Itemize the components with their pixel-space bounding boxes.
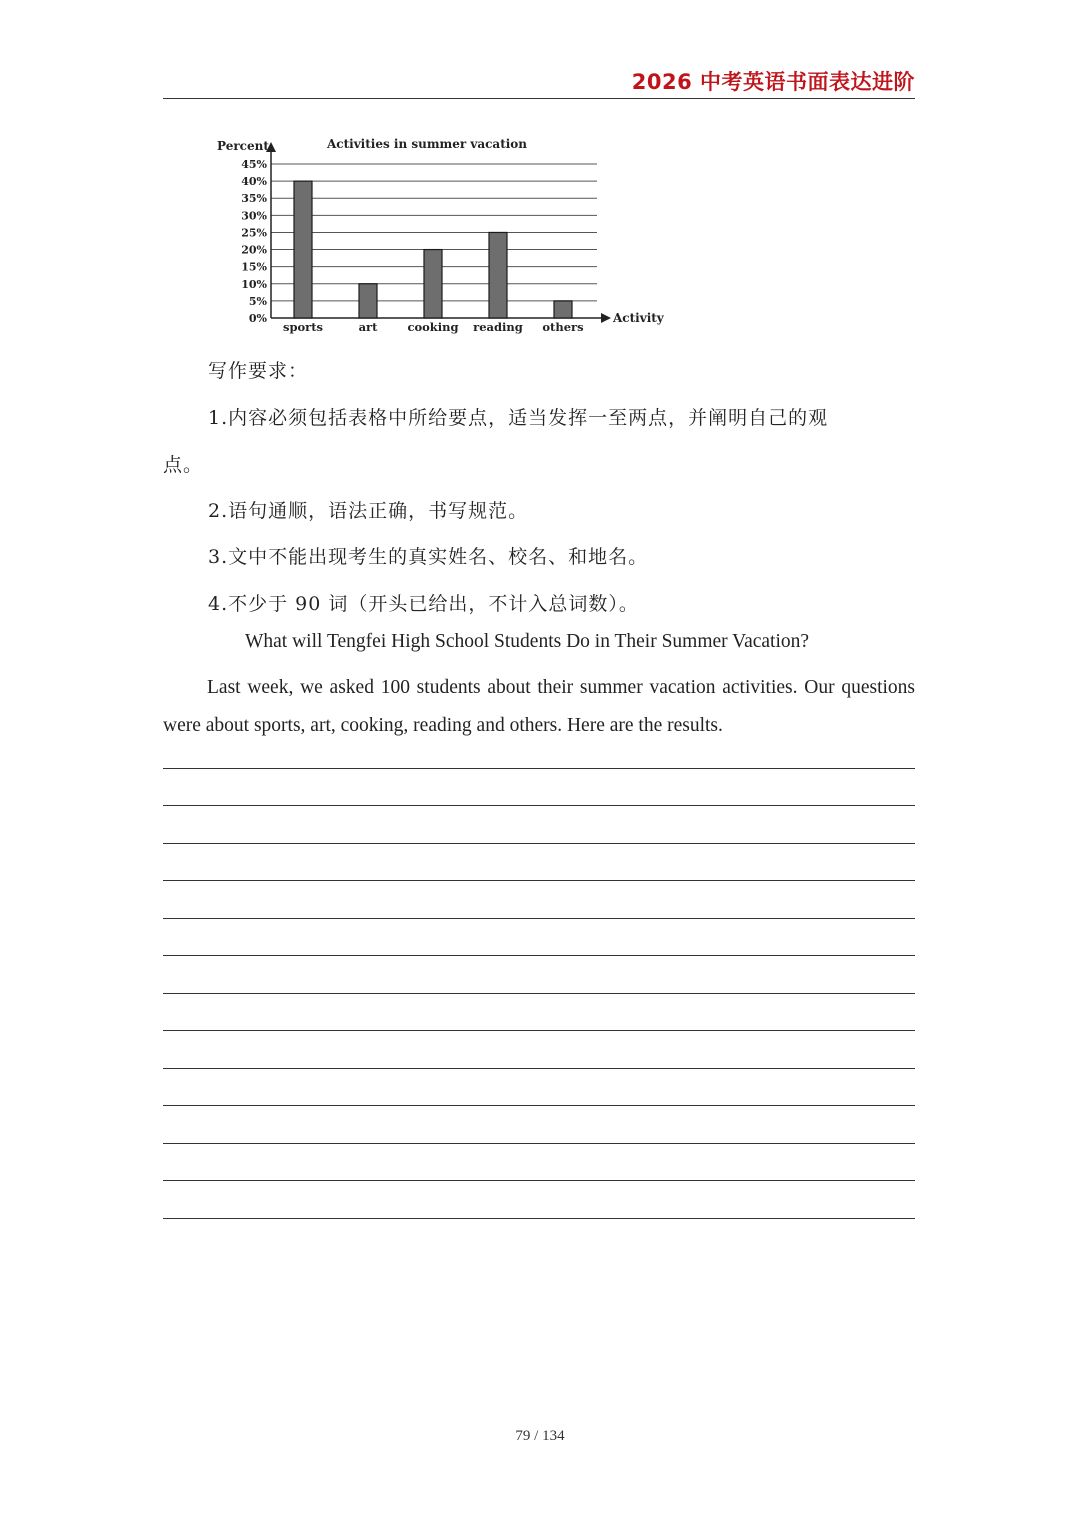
x-tick-label: others	[542, 320, 584, 334]
header-title: 2026 中考英语书面表达进阶	[631, 70, 915, 94]
y-tick-label: 40%	[241, 175, 267, 189]
x-tick-label: cooking	[407, 320, 459, 334]
y-tick-label: 20%	[241, 243, 267, 257]
writing-line[interactable]	[163, 1105, 915, 1106]
header-rule	[163, 98, 915, 99]
requirement-1-line-1: 1.内容必须包括表格中所给要点，适当发挥一至两点，并阐明自己的观	[208, 407, 829, 429]
writing-line[interactable]	[163, 880, 915, 881]
bar-art	[359, 284, 377, 318]
writing-line[interactable]	[163, 805, 915, 806]
bar-sports	[294, 181, 312, 318]
y-tick-label: 25%	[241, 226, 267, 240]
x-axis-arrow	[601, 313, 611, 323]
writing-line[interactable]	[163, 955, 915, 956]
writing-line[interactable]	[163, 768, 915, 769]
y-tick-label: 30%	[241, 209, 267, 223]
writing-line[interactable]	[163, 1030, 915, 1031]
writing-line[interactable]	[163, 1180, 915, 1181]
writing-line[interactable]	[163, 1068, 915, 1069]
x-tick-label: reading	[473, 320, 523, 334]
requirement-4: 4.不少于 90 词（开头已给出，不计入总词数）。	[208, 593, 639, 615]
y-tick-label: 15%	[241, 260, 267, 274]
requirement-1-line-2: 点。	[163, 454, 204, 476]
bar-cooking	[424, 250, 442, 318]
page-number: 79 / 134	[515, 1428, 565, 1444]
essay-opening: Last week, we asked 100 students about their summer vacation activities. Our questions were about sports, art, cooking, reading and others. Here are the results.	[163, 677, 915, 736]
y-axis-label: Percent	[217, 139, 269, 153]
writing-line[interactable]	[163, 1143, 915, 1144]
bar-chart	[205, 130, 675, 340]
x-tick-label: sports	[282, 320, 324, 334]
writing-line[interactable]	[163, 843, 915, 844]
requirement-2: 2.语句通顺，语法正确，书写规范。	[208, 500, 529, 522]
bar-reading	[489, 232, 507, 318]
requirement-3: 3.文中不能出现考生的真实姓名、校名、和地名。	[208, 546, 649, 568]
chart-title: Activities in summer vacation	[326, 137, 528, 151]
writing-line[interactable]	[163, 1218, 915, 1219]
y-tick-label: 35%	[241, 192, 267, 206]
y-tick-label: 45%	[241, 158, 267, 171]
y-tick-label: 10%	[241, 277, 267, 291]
bar-others	[554, 301, 572, 318]
y-tick-label: 0%	[248, 312, 267, 325]
writing-line[interactable]	[163, 993, 915, 994]
x-axis-label: Activity	[613, 311, 664, 325]
y-tick-label: 5%	[248, 294, 267, 308]
writing-line[interactable]	[163, 918, 915, 919]
essay-title: What will Tengfei High School Students Do in Their Summer Vacation?	[245, 631, 810, 652]
x-tick-label: art	[358, 320, 378, 334]
requirements-heading: 写作要求：	[208, 360, 309, 382]
